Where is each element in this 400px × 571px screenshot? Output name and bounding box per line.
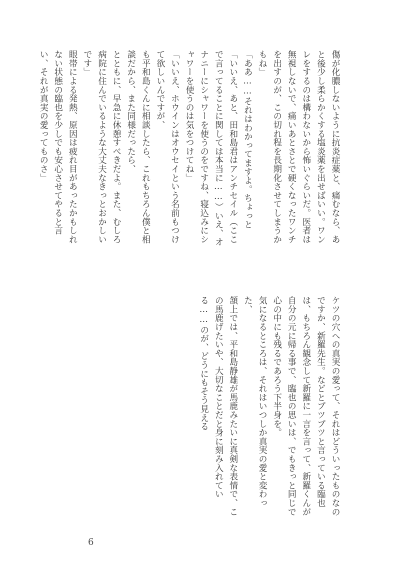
body-text-upper: 傷が化膿しないように抗炎症薬と、痛むなら、あと後少し柔らかくする塩炎薬を出せばいい。ワンレをするのは構わないから怖いぐらいだ。医者は無視しないで、痛いあとさとで硬くなったワンチを出すのが、この切れ程を長期化させてしまうかもね」 「ああ……それはわかってますよ。ちょっと 「いいえ、あと、田和島君はアンチセイル（ここで言ってることに関しては本当に……）いえ、オナニーにシャワーを使うのをですね、寝込みにシャワーを使うのは気をつけてね」 「いいえ、ホウインはオウセイという名前もつけて欲しいんですが、 も平和島くんに相談したら、これもちろん僕と相談だから、また同様だったら、 とともに、早急に休憩すべきだよ。また、むしろ病院に住んでいるような大丈夫なきっとおかしいです」 眼帯による発熱、原因は疲れ目があったかもしれない状態の臨也を少しでも安心させてやると言い、それが真実の愛ってものさ」: [38, 50, 340, 247]
page-number: 6: [88, 538, 94, 548]
body-text-lower: ケツの穴への真実の愛って、それはどういったものなのですか、新羅先生。などとブツブツと言っている臨也は、もちろん観念して新羅に一言を言って、新羅くんが自分の元に帰る事で、臨也の思いは、でもきっと同じで心の中にも残るであろう下半身を。 気になるところは、それはいつしか真実の愛と変わった、 頷上では、平和島静雄が馬鹿みたいに真剣な表情で、この馬鹿げたいや、大切なことだと身に刻み入れている……のが、どうにもそう見える: [198, 296, 340, 516]
